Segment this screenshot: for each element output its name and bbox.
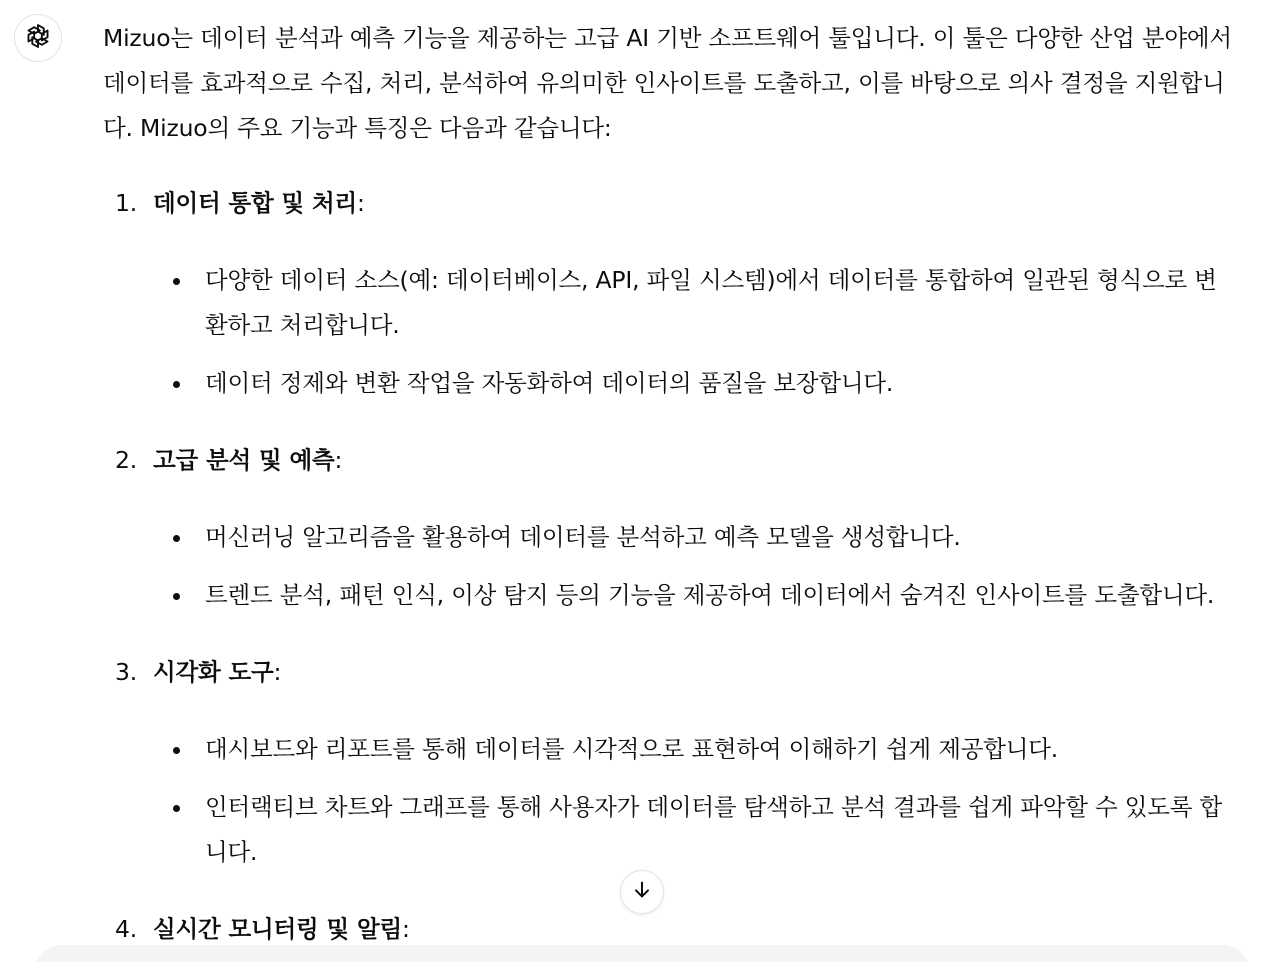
bullet-dot	[173, 747, 180, 754]
bullet-dot	[173, 381, 180, 388]
bullet-dot	[173, 535, 180, 542]
section-colon: :	[273, 658, 282, 686]
arrow-down-icon	[631, 879, 653, 905]
bullet-text: 데이터 정제와 변환 작업을 자동화하여 데이터의 품질을 보장합니다.	[205, 369, 894, 397]
section-number: 1.	[115, 189, 138, 217]
scroll-to-bottom-button[interactable]	[620, 870, 664, 914]
bullet-item	[103, 573, 1253, 618]
bullet-item	[103, 785, 1253, 875]
feature-section	[103, 650, 1253, 875]
bullet-dot	[173, 278, 180, 285]
feature-section	[103, 438, 1253, 618]
bullet-text: 대시보드와 리포트를 통해 데이터를 시각적으로 표현하여 이해하기 쉽게 제공합니다.	[205, 735, 1058, 763]
section-number: 4.	[115, 915, 138, 943]
bullet-text: 머신러닝 알고리즘을 활용하여 데이터를 분석하고 예측 모델을 생성합니다.	[205, 523, 961, 551]
section-heading	[103, 181, 1253, 226]
feature-list	[103, 181, 1253, 952]
assistant-avatar	[14, 14, 62, 62]
section-heading	[103, 650, 1253, 695]
bullet-text: 인터랙티브 차트와 그래프를 통해 사용자가 데이터를 탐색하고 분석 결과를 쉽게 파악할 수 있도록 합니다.	[205, 793, 1223, 866]
openai-logo-icon	[23, 21, 53, 55]
bullet-item	[103, 727, 1253, 772]
message-intro: Mizuo는 데이터 분석과 예측 기능을 제공하는 고급 AI 기반 소프트웨어 툴입니다. 이 툴은 다양한 산업 분야에서 데이터를 효과적으로 수집, 처리, 분석하여 유의미한 인사이트를 도출하고, 이를 바탕으로 의사 결정을 지원합니다. Mizuo의 주요 기능과 특징은 다음과 같습니다:	[103, 24, 1232, 142]
bullet-item	[103, 258, 1253, 348]
section-title: 실시간 모니터링 및 알림	[153, 915, 402, 943]
section-title: 데이터 통합 및 처리	[153, 189, 357, 217]
bullet-list	[103, 258, 1253, 406]
section-colon: :	[356, 189, 365, 217]
message-composer[interactable]	[34, 945, 1250, 962]
bullet-item	[103, 361, 1253, 406]
bullet-list	[103, 515, 1253, 618]
section-number: 2.	[115, 446, 138, 474]
bullet-item	[103, 515, 1253, 560]
assistant-message	[103, 16, 1253, 962]
feature-section	[103, 181, 1253, 406]
bullet-text: 트렌드 분석, 패턴 인식, 이상 탐지 등의 기능을 제공하여 데이터에서 숨겨진 인사이트를 도출합니다.	[205, 581, 1215, 609]
bullet-list	[103, 727, 1253, 875]
section-number: 3.	[115, 658, 138, 686]
section-colon: :	[401, 915, 410, 943]
section-title: 고급 분석 및 예측	[153, 446, 335, 474]
bullet-dot	[173, 593, 180, 600]
section-colon: :	[334, 446, 343, 474]
section-title: 시각화 도구	[153, 658, 274, 686]
bullet-text: 다양한 데이터 소스(예: 데이터베이스, API, 파일 시스템)에서 데이터를 통합하여 일관된 형식으로 변환하고 처리합니다.	[205, 266, 1217, 339]
bullet-dot	[173, 805, 180, 812]
section-heading	[103, 438, 1253, 483]
